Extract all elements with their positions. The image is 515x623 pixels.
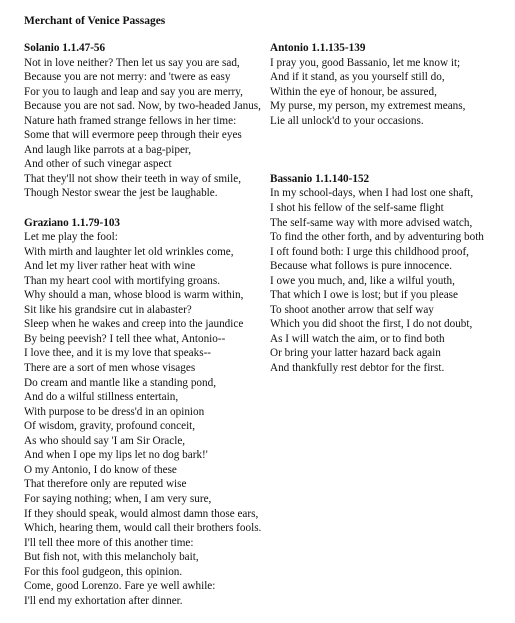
verse-line: But fish not, with this melancholy bait,	[24, 551, 199, 564]
verse-line: Come, good Lorenzo. Fare ye well awhile:	[24, 580, 216, 593]
right-column	[270, 41, 510, 390]
verse-line: And let my liver rather heat with wine	[24, 260, 196, 273]
verse-line: Which you did shoot the first, I do not doubt,	[270, 318, 473, 331]
verse-line: And do a wilful stillness entertain,	[24, 391, 179, 404]
verse-line: And when I ope my lips let no dog bark!'	[24, 449, 208, 462]
verse-line: Or bring your latter hazard back again	[270, 347, 441, 360]
document-title: Merchant of Venice Passages	[24, 15, 166, 27]
verse-line: Nature hath framed strange fellows in her time:	[24, 114, 237, 127]
verse-line: I love thee, and it is my love that speaks--	[24, 347, 212, 360]
verse-line: If they should speak, would almost damn those ears,	[24, 507, 259, 520]
verse-line: I'll end my exhortation after dinner.	[24, 594, 183, 607]
verse-line: Of wisdom, gravity, profound conceit,	[24, 420, 196, 433]
verse-line: I'll tell thee more of this another time:	[24, 536, 194, 549]
verse-line: Lie all unlock'd to your occasions.	[270, 114, 424, 127]
verse-line: And thankfully rest debtor for the first.	[270, 361, 445, 374]
verse-line: As I will watch the aim, or to find both	[270, 332, 445, 345]
verse-line: Than my heart cool with mortifying groans.	[24, 274, 221, 287]
verse-line: In my school-days, when I had lost one shaft,	[270, 187, 474, 200]
verse-line: That they'll not show their teeth in way of smile,	[24, 172, 242, 185]
verse-line: Though Nestor swear the jest be laughable.	[24, 187, 218, 200]
verse-line: And laugh like parrots at a bag-piper,	[24, 143, 191, 156]
verse-line: Which, hearing them, would call their brothers fools.	[24, 522, 262, 535]
verse-line: To shoot another arrow that self way	[270, 303, 434, 316]
verse-line: I owe you much, and, like a wilful youth,	[270, 274, 455, 287]
verse-line: As who should say 'I am Sir Oracle,	[24, 434, 186, 447]
verse-line: By being peevish? I tell thee what, Antonio--	[24, 332, 226, 345]
verse-line: Because you are not sad. Now, by two-headed Janus,	[24, 100, 261, 113]
verse-line: Do cream and mantle like a standing pond,	[24, 376, 216, 389]
left-column	[24, 41, 260, 623]
verse-line: My purse, my person, my extremest means,	[270, 100, 466, 113]
verse-line: That therefore only are reputed wise	[24, 478, 187, 491]
verse-line: Not in love neither? Then let us say you are sad,	[24, 56, 240, 69]
verse-line: With mirth and laughter let old wrinkles come,	[24, 245, 234, 258]
passage-block	[24, 41, 260, 201]
verse-line: That which I owe is lost; but if you please	[270, 289, 458, 302]
passage-block	[270, 172, 510, 376]
verse-line: Sleep when he wakes and creep into the jaundice	[24, 318, 244, 331]
passage-block	[24, 216, 260, 609]
verse-line: Because you are not merry: and 'twere as easy	[24, 71, 231, 84]
verse-line: And if it stand, as you yourself still do,	[270, 71, 445, 84]
verse-line: The self-same way with more advised watch,	[270, 216, 473, 229]
verse-line: Within the eye of honour, be assured,	[270, 85, 437, 98]
passage-block	[270, 41, 510, 128]
verse-line: Why should a man, whose blood is warm within,	[24, 289, 244, 302]
verse-line: Because what follows is pure innocence.	[270, 260, 453, 273]
passage-heading: Graziano 1.1.79-103	[24, 216, 121, 229]
passage-heading: Bassanio 1.1.140-152	[270, 172, 370, 185]
verse-line: For saying nothing; when, I am very sure,	[24, 492, 212, 505]
verse-line: To find the other forth, and by adventuring both	[270, 231, 484, 244]
verse-line: Sit like his grandsire cut in alabaster?	[24, 303, 192, 316]
verse-line: O my Antonio, I do know of these	[24, 463, 177, 476]
verse-line: For this fool gudgeon, this opinion.	[24, 565, 183, 578]
verse-line: I shot his fellow of the self-same flight	[270, 201, 444, 214]
verse-line: Some that will evermore peep through their eyes	[24, 129, 242, 142]
verse-line: I oft found both: I urge this childhood proof,	[270, 245, 469, 258]
passage-heading: Antonio 1.1.135-139	[270, 42, 366, 54]
verse-line: I pray you, good Bassanio, let me know it;	[270, 56, 461, 69]
passage-heading: Solanio 1.1.47-56	[24, 42, 106, 54]
verse-line: And other of such vinegar aspect	[24, 158, 172, 171]
verse-line: For you to laugh and leap and say you are merry,	[24, 85, 243, 98]
verse-line: With purpose to be dress'd in an opinion	[24, 405, 205, 418]
verse-line: There are a sort of men whose visages	[24, 362, 196, 375]
verse-line: Let me play the fool:	[24, 231, 118, 244]
